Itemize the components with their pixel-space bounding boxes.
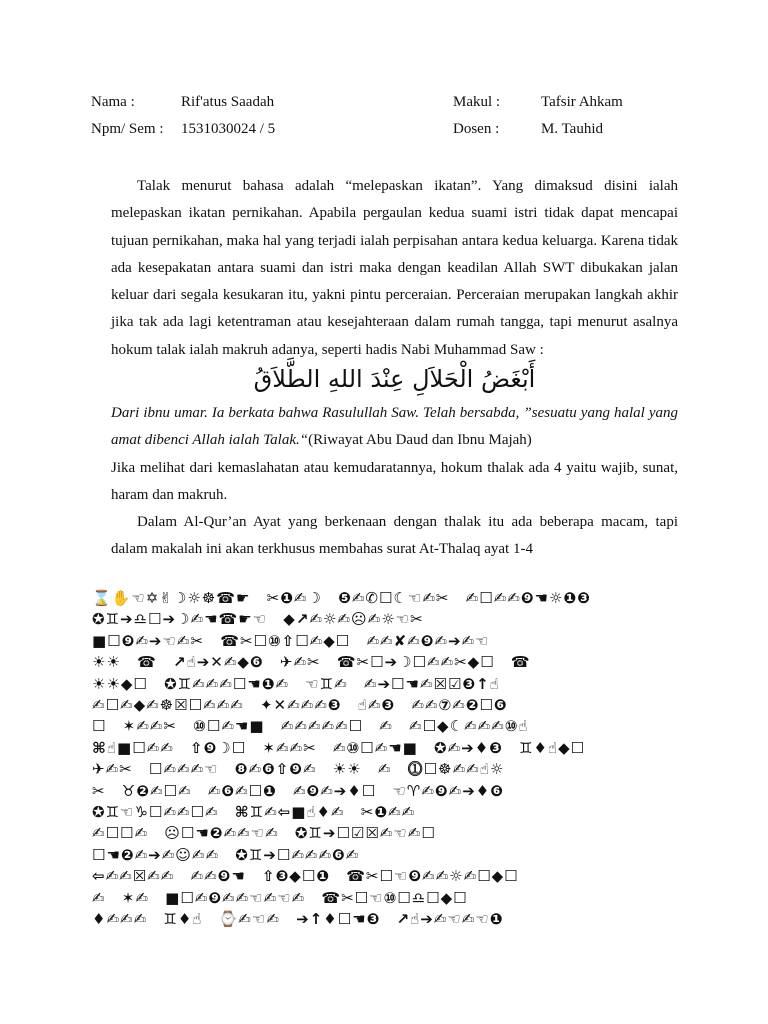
symbol-line: ■☐❾✍➔☜✍✂ ☎✂☐⑩⇧☐✍◆☐ ✍✍✘✍❾✍➔✍☜	[92, 631, 490, 650]
symbol-line: ✪♊☜♑☐✍✍☐✍ ⌘♊✍⇦■☝♦✍ ✂❶✍✍	[92, 803, 416, 822]
hadith-translation-text: Dari ibnu umar. Ia berkata bahwa Rasulullah Saw. Telah bersabda, ”sesuatu yang halal yang amat dibenci Allah ialah Talak.“	[111, 405, 678, 449]
symbol-line: ✈✍✂ ☐✍✍✍☜ ❽✍❻⇧❾✍ ☀☀ ✍ ⓵☐☸✍✍☝☼	[92, 760, 505, 779]
symbol-line: ☀☀ ☎ ↗☝➔✕✍◆❻ ✈✍✂ ☎✂☐➔☽☐✍✍✂◆☐ ☎	[92, 653, 531, 672]
symbol-line: ⌘☝■☐✍✍ ⇧❾☽☐ ✶✍✍✂ ✍⑩☐✍☚■ ✪✍➔♦❸ ♊♦☝◆☐	[92, 738, 586, 757]
symbol-line: ☐ ✶✍✍✂ ⑩☐✍☚■ ✍✍✍✍✍☐ ✍ ✍☐◆☾✍✍✍⑩☝	[92, 717, 529, 736]
symbol-line: ⌛✋☜✡✌☽☼☸☎☛ ✂❶✍☽ ❺✍✆☐☾☜✍✂ ✍☐✍✍❾☚☼❶❸	[92, 589, 591, 607]
name-row	[91, 94, 691, 116]
symbol-font-text	[92, 588, 682, 931]
npm-label: Npm/ Sem :	[91, 121, 164, 137]
arabic-hadith: أَبْغَضُ الْحَلاَلِ عِنْدَ اللهِ الطَّلاَقُ	[253, 365, 536, 393]
intro-paragraph: Talak menurut bahasa adalah “melepaskan ikatan”. Yang dimaksud disini ialah melepaskan ikatan pernikahan. Apabila pergaulan kedua suami istri tidak dapat mencapai tujuan pernikahan, maka hal yang terjadi ialah perpisahan antara kedua keluarga. Karena tidak ada kesepakatan antara suami dan istri maka dengan keadilan Allah SWT dibukakan jalan keluar dari segala kesukaran itu, yakni pintu perceraian. Perceraian merupakan langkah akhir jika tak ada lagi ketentraman atau kesejahteraan dalam rumah tangga, tapi menurut asalnya hokum talak ialah makruh adanya, seperti hadis Nabi Muhammad Saw :	[111, 178, 678, 358]
npm-row	[91, 121, 691, 143]
quran-paragraph: Dalam Al-Qur’an Ayat yang berkenaan dengan thalak itu ada beberapa macam, tapi dalam makalah ini akan terkhusus membahas surat At-Thalaq ayat 1-4	[111, 514, 678, 558]
dosen-value: M. Tauhid	[541, 121, 604, 137]
hadith-source: (Riwayat Abu Daud dan Ibnu Majah)	[308, 432, 532, 449]
dosen-label: Dosen :	[453, 121, 500, 137]
makul-label: Makul :	[453, 94, 501, 110]
symbol-line: ⇦✍✍☒✍✍ ✍✍❾☚ ⇧❸◆☐❶ ☎✂☐☜❾✍✍☼✍☐◆☐	[92, 867, 519, 886]
name-label: Nama :	[91, 94, 135, 110]
intro-section	[111, 173, 678, 364]
symbol-line: ✪♊➔♎☐➔☽✍☚☎☛☜ ◆↗✍☼✍☹✍☼☜✂	[92, 610, 424, 629]
symbol-line: ✂ ♉❷✍☐✍ ✍❻✍☐❶ ✍❾✍➔♦☐ ☜♈✍❾✍➔♦❻	[92, 781, 504, 800]
hadith-translation	[111, 400, 678, 455]
symbol-line: ☀☀◆☐ ✪♊✍✍✍☐☚❶✍ ☜♊✍ ✍➔☐☚✍☒☑❸↑☝	[92, 674, 500, 693]
symbol-line: ✍☐☐✍ ☹☐☚❷✍✍☜✍ ✪♊➔☐☑☒✍☜✍☐	[92, 824, 436, 843]
name-value: Rif'atus Saadah	[181, 94, 275, 110]
hadith-section	[111, 400, 678, 564]
npm-value: 1531030024 / 5	[181, 121, 276, 137]
symbol-line: ✍☐✍◆✍☸☒☐✍✍✍ ✦✕✍✍✍❸ ☝✍❸ ✍✍⑦✍❷☐❻	[92, 696, 508, 715]
symbol-line: ♦✍✍✍ ♊♦☝ ⌚✍☜✍ ➔↑♦☐☚❸ ↗☝➔✍☜✍☜❶	[92, 910, 504, 929]
makul-value: Tafsir Ahkam	[541, 94, 623, 110]
symbol-line: ☐☚❷✍➔✍☺✍✍ ✪♊➔☐✍✍✍❻✍	[92, 845, 360, 864]
symbol-line: ✍ ✶✍ ■☐✍❾✍✍☜✍☜✍ ☎✂☐☜⑩☐♎☐◆☐	[92, 888, 468, 907]
ruling-paragraph: Jika melihat dari kemaslahatan atau kemudaratannya, hokum thalak ada 4 yaitu wajib, sunat, haram dan makruh.	[111, 459, 678, 503]
